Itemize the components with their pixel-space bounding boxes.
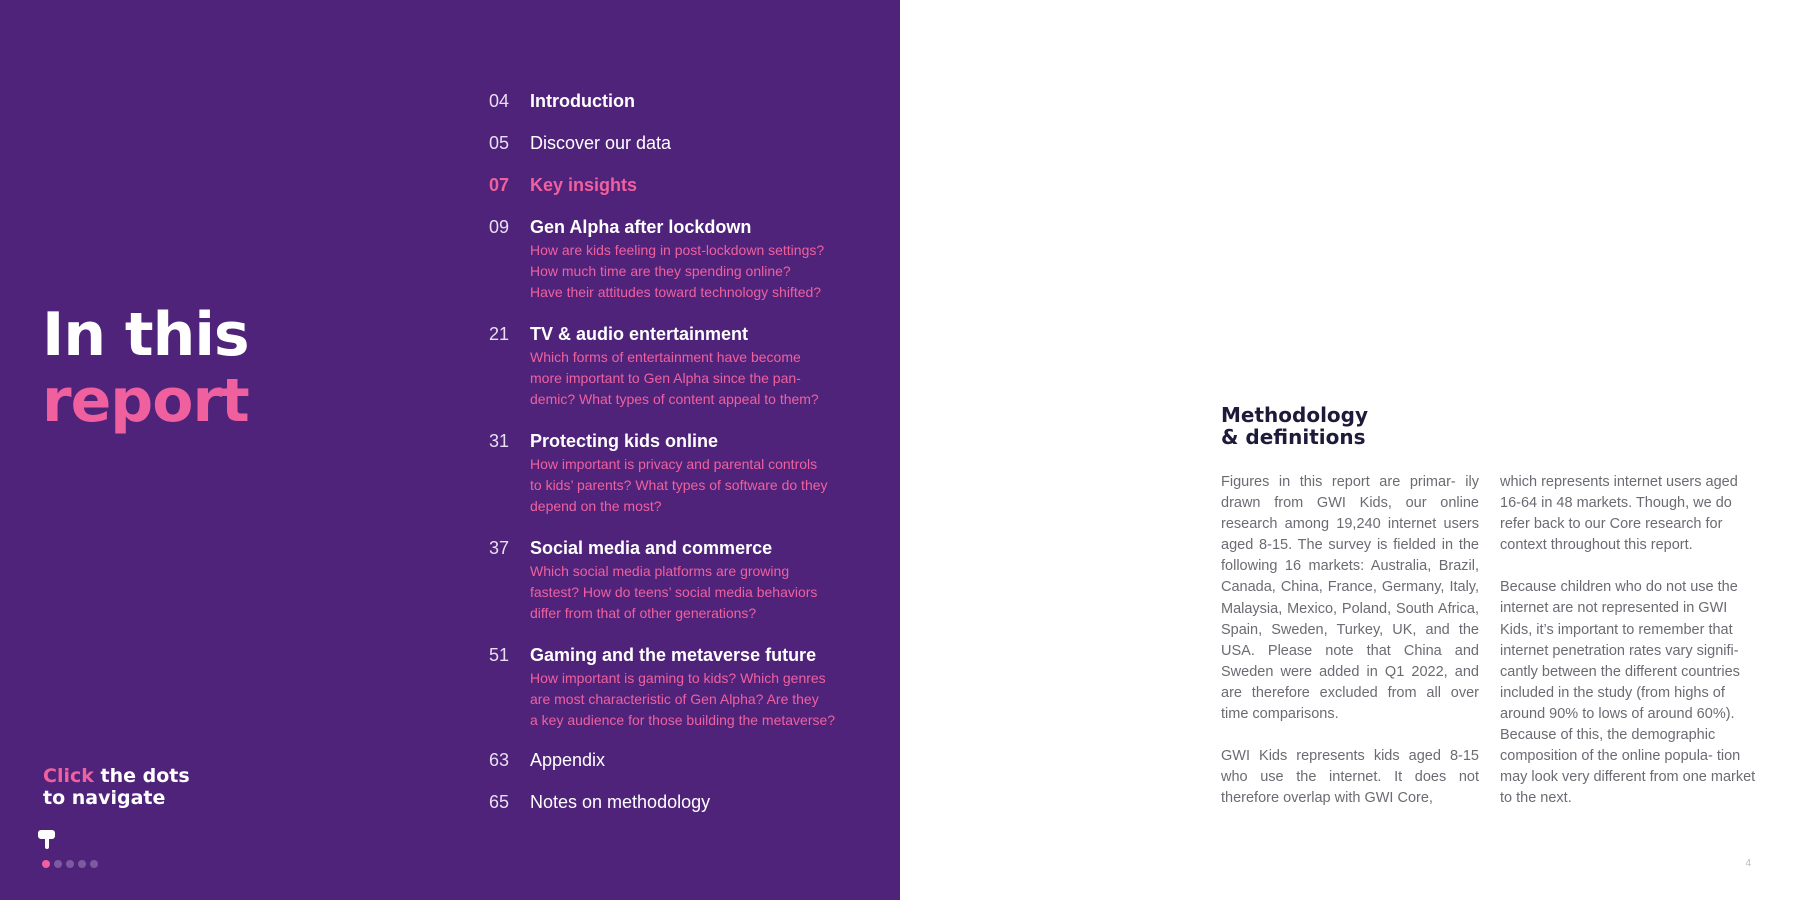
toc-page-number: 05 [488, 133, 509, 153]
toc-item-description [530, 347, 858, 410]
title-line-2: report [42, 366, 249, 436]
nav-dot[interactable] [90, 860, 98, 868]
methodology-paragraph: GWI Kids represents kids aged 8-15 who use the internet. It does not therefore overlap with GWI Core, [1221, 748, 1479, 807]
toc-description-line: depend on the most? [530, 498, 662, 514]
toc-description-line: Which forms of entertainment have become [530, 349, 801, 365]
toc-item-title: Gaming and the metaverse future [530, 645, 817, 665]
toc-item-title: Appendix [530, 750, 606, 770]
toc-description-line: Have their attitudes toward technology shifted? [530, 284, 822, 300]
methodology-paragraph: Because children who do not use the internet are not represented in GWI Kids, it’s important to remember that internet penetration rates vary signifi- cantly between the different countries included in the study (from highs of around 90% to lows of around 60%). Because of this, the demographic composition of the online popula- tion may look very different from one market to the next. [1500, 579, 1756, 807]
nav-hint-line2: to navigate [43, 787, 166, 809]
toc-description-line: Which social media platforms are growing [530, 563, 790, 579]
toc-description-line: to kids’ parents? What types of software do they [530, 477, 828, 493]
toc-item-title: Introduction [530, 91, 635, 111]
toc-description-line: more important to Gen Alpha since the pan- [530, 370, 801, 386]
toc-page-number: 51 [488, 645, 509, 665]
nav-hint-rest: the dots [93, 765, 190, 787]
toc-item-title: Protecting kids online [530, 431, 719, 451]
toc-item-description [530, 668, 858, 731]
toc-item-title: Discover our data [530, 133, 672, 153]
methodology-column-1 [1221, 472, 1479, 830]
methodology-title-line-2: & definitions [1221, 425, 1366, 449]
page-nav-dots [42, 860, 98, 868]
toc-page-number: 21 [488, 324, 509, 344]
toc-item-title: Social media and commerce [530, 538, 773, 558]
toc-item[interactable] [486, 214, 858, 303]
toc-description-line: a key audience for those building the metaverse? [530, 712, 836, 728]
navigation-hint [43, 765, 190, 809]
toc-item-title: TV & audio entertainment [530, 324, 749, 344]
toc-item[interactable] [486, 642, 858, 731]
toc-item-title: Notes on methodology [530, 792, 711, 812]
section-title [42, 302, 249, 434]
toc-page-number: 07 [488, 175, 509, 195]
toc-item[interactable] [486, 130, 858, 156]
toc-item[interactable] [486, 321, 858, 410]
toc-item-description [530, 454, 858, 517]
toc-description-line: fastest? How do teens’ social media behaviors [530, 584, 818, 600]
toc-item-title: Key insights [530, 175, 638, 195]
nav-dot[interactable] [42, 860, 50, 868]
toc-description-line: How are kids feeling in post-lockdown settings? [530, 242, 825, 258]
methodology-title [1221, 404, 1368, 448]
toc-item-description [530, 561, 858, 624]
page-number: 4 [1745, 858, 1751, 869]
toc-description-line: are most characteristic of Gen Alpha? Are they [530, 691, 819, 707]
toc-item[interactable] [486, 535, 858, 624]
methodology-title-line-1: Methodology [1221, 403, 1369, 427]
toc-description-line: How much time are they spending online? [530, 263, 791, 279]
toc-item[interactable] [486, 747, 858, 773]
toc-item-description [530, 240, 858, 303]
toc-description-line: How important is privacy and parental controls [530, 456, 818, 472]
toc-item[interactable] [486, 172, 858, 198]
pointer-hand-icon [38, 828, 58, 850]
toc-page-number: 09 [488, 217, 509, 237]
toc-item[interactable] [486, 789, 858, 815]
methodology-paragraph: which represents internet users aged 16-64 in 48 markets. Though, we do refer back to our Core research for context throughout this report. [1500, 474, 1738, 554]
nav-dot[interactable] [54, 860, 62, 868]
toc-item[interactable] [486, 428, 858, 517]
toc-item-title: Gen Alpha after lockdown [530, 217, 752, 237]
nav-dot[interactable] [66, 860, 74, 868]
nav-hint-click: Click [43, 765, 94, 787]
toc-page-number: 65 [488, 792, 509, 812]
methodology-column-2 [1500, 472, 1758, 830]
toc-page-number: 37 [488, 538, 509, 558]
nav-dot[interactable] [78, 860, 86, 868]
toc-description-line: How important is gaming to kids? Which genres [530, 670, 826, 686]
table-of-contents [486, 88, 858, 815]
title-line-1: In this [42, 300, 249, 370]
toc-description-line: demic? What types of content appeal to them? [530, 391, 819, 407]
methodology-paragraph: Figures in this report are primar- ily drawn from GWI Kids, our online research among 19,240 internet users aged 8-15. The survey is fielded in the following 16 markets: Australia, Brazil, Canada, China, France, Germany, Italy, Malaysia, Mexico, Poland, South Africa, Spain, Sweden, Turkey, UK, and the USA. Please note that China and Sweden were added in Q1 2022, and are therefore excluded from all over time comparisons. [1221, 474, 1479, 723]
toc-page-number: 63 [488, 750, 509, 770]
toc-description-line: differ from that of other generations? [530, 605, 757, 621]
toc-page-number: 31 [488, 431, 509, 451]
toc-page-number: 04 [488, 91, 509, 111]
toc-item[interactable] [486, 88, 858, 114]
